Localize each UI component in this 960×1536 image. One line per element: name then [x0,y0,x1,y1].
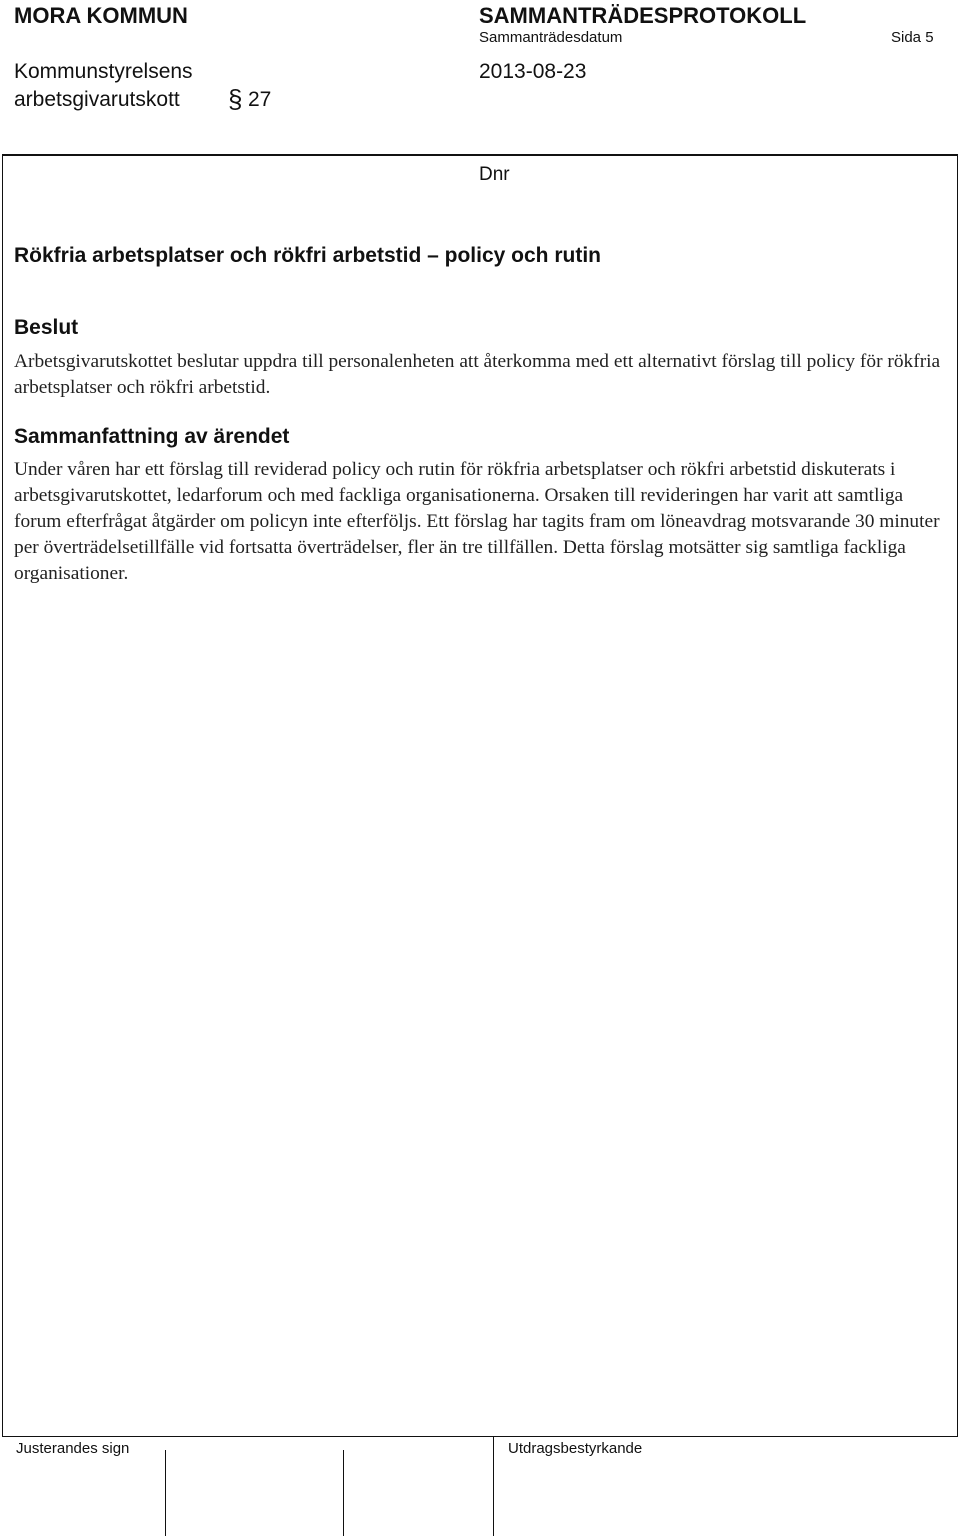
summary-heading: Sammanfattning av ärendet [14,425,290,448]
case-title: Rökfria arbetsplatser och rökfri arbetstid – policy och rutin [14,244,601,267]
page-number: Sida 5 [891,29,934,46]
adjusting-signature-label: Justerandes sign [16,1440,130,1457]
content-frame-top [2,154,958,156]
paragraph-number: 27 [248,88,272,111]
signature-box-top [2,1436,958,1437]
meeting-date-label: Sammanträdesdatum [479,29,623,46]
document-type: SAMMANTRÄDESPROTOKOLL [479,3,807,28]
signature-divider [165,1450,166,1536]
dnr-label: Dnr [479,164,510,185]
extract-certification-label: Utdragsbestyrkande [508,1440,643,1457]
decision-text: Arbetsgivarutskottet beslutar uppdra till personalenheten att återkomma med ett alternativt förslag till policy för rökfria arbetsplatser och rökfri arbetstid. [14,351,941,398]
signature-divider [343,1450,344,1536]
content-frame-left [2,154,3,1436]
content-frame-right [957,154,958,1436]
committee-name-line1: Kommunstyrelsens [14,60,193,83]
municipality-name: MORA KOMMUN [14,3,188,28]
summary-text: Under våren har ett förslag till reviderad policy och rutin för rökfria arbetsplatser och rökfri arbetstid diskuterats i arbetsgivarutskottet, ledarforum och med fackliga organisationerna. Orsaken till revideringen har varit att samtliga forum efterfrågat åtgärder om policyn inte efterföljs. Ett förslag har tagits fram om löneavdrag motsvarande 30 minuter per överträdelsetillfälle vid fortsatta överträdelser, fler än tre tillfällen. Detta förslag motsätter sig samtliga fackliga organisationer. [14,459,940,584]
meeting-date: 2013-08-23 [479,60,587,83]
signature-divider [493,1436,494,1536]
committee-name-line2: arbetsgivarutskott [14,88,180,111]
decision-heading: Beslut [14,316,79,339]
paragraph-symbol: § [228,84,243,114]
